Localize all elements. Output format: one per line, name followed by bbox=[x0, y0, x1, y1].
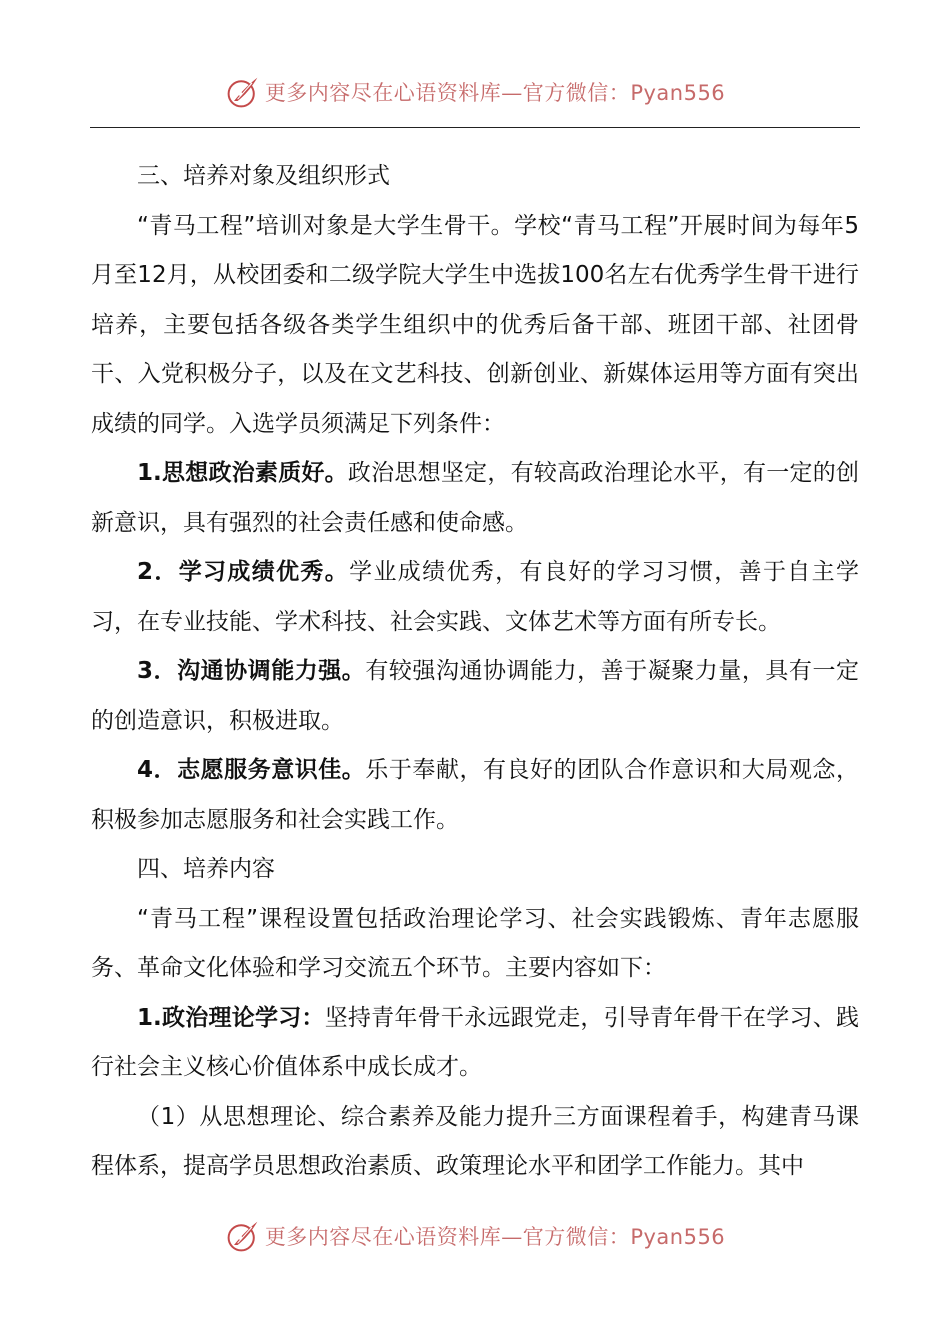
condition-4-title: 4．志愿服务意识佳。 bbox=[137, 757, 366, 783]
content-item-1-text: 坚持青年骨干永远跟党走，引导青年骨干在学习、践行社会主义核心价值体系中成长成才。 bbox=[91, 1004, 860, 1080]
condition-4-text: 乐于奉献，有良好的团队合作意识和大局观念，积极参加志愿服务和社会实践工作。 bbox=[91, 757, 860, 833]
condition-1 bbox=[91, 449, 859, 548]
document-body bbox=[91, 152, 859, 1192]
footer-banner-text: 更多内容尽在心语资料库—官方微信：Pyan556 bbox=[264, 1225, 726, 1249]
header-divider bbox=[90, 127, 860, 128]
header-banner bbox=[0, 72, 950, 112]
condition-3 bbox=[91, 647, 859, 746]
content-item-1-title: 1.政治理论学习： bbox=[137, 1004, 325, 1031]
condition-3-title: 3．沟通协调能力强。 bbox=[137, 658, 366, 684]
condition-1-title: 1.思想政治素质好。 bbox=[137, 460, 348, 486]
content-item-1 bbox=[91, 994, 859, 1093]
feather-quill-logo-icon bbox=[225, 1218, 261, 1254]
condition-2-text: 学业成绩优秀，有良好的学习习惯，善于自主学习，在专业技能、学术科技、社会实践、文体艺术等方面有所专长。 bbox=[91, 559, 859, 635]
condition-4 bbox=[91, 746, 859, 845]
feather-quill-logo-icon bbox=[225, 74, 261, 110]
condition-3-text: 有较强沟通协调能力，善于凝聚力量，具有一定的创造意识，积极进取。 bbox=[91, 658, 860, 734]
condition-2-title: 2．学习成绩优秀。 bbox=[137, 559, 350, 585]
section-heading-4: 四、培养内容 bbox=[137, 856, 275, 882]
header-banner-text: 更多内容尽在心语资料库—官方微信：Pyan556 bbox=[264, 81, 726, 105]
footer-banner bbox=[0, 1216, 950, 1256]
section-heading-3: 三、培养对象及组织形式 bbox=[137, 163, 390, 189]
section-4-intro: “青马工程”课程设置包括政治理论学习、社会实践锻炼、青年志愿服务、革命文化体验和学习交流五个环节。主要内容如下： bbox=[91, 905, 859, 981]
condition-2 bbox=[91, 548, 859, 647]
condition-1-text: 政治思想坚定，有较高政治理论水平，有一定的创新意识，具有强烈的社会责任感和使命感。 bbox=[91, 460, 859, 536]
content-item-1-sub-1: （1）从思想理论、综合素养及能力提升三方面课程着手，构建青马课程体系，提高学员思想政治素质、政策理论水平和团学工作能力。其中 bbox=[91, 1103, 859, 1179]
section-3-intro: “青马工程”培训对象是大学生骨干。学校“青马工程”开展时间为每年5月至12月，从校团委和二级学院大学生中选拔100名左右优秀学生骨干进行培养，主要包括各级各类学生组织中的优秀后备干部、班团干部、社团骨干、入党积极分子，以及在文艺科技、创新创业、新媒体运用等方面有突出成绩的同学。入选学员须满足下列条件： bbox=[91, 212, 859, 437]
